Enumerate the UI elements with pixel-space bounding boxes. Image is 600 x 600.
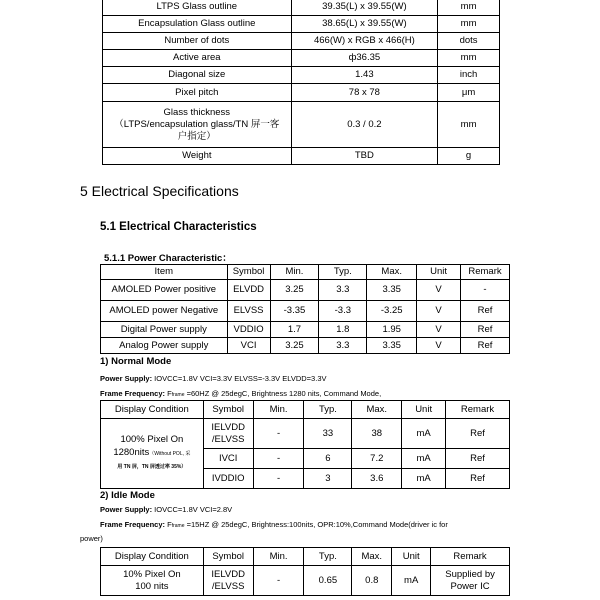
display-condition-cell	[101, 566, 204, 596]
idle-mode-table	[100, 547, 510, 596]
frame-frequency-f: F	[165, 520, 172, 529]
table-cell: 3.25	[270, 338, 319, 354]
symbol-line: /ELVSS	[211, 580, 245, 592]
column-header: Display Condition	[101, 548, 204, 566]
spec-unit: mm	[438, 16, 500, 33]
table-cell: VDDIO	[227, 322, 270, 338]
column-header: Symbol	[203, 401, 253, 419]
spec-value: 0.3 / 0.2	[291, 102, 438, 148]
subsection-heading: 5.1 Electrical Characteristics	[100, 221, 257, 233]
column-header: Item	[101, 265, 228, 280]
spec-unit: dots	[438, 33, 500, 50]
table-cell: 3.35	[367, 338, 417, 354]
idle-frame-frequency	[100, 520, 448, 529]
symbol-line: IELVDD	[211, 568, 245, 580]
column-header: Unit	[402, 401, 446, 419]
table-cell: Ref	[461, 301, 510, 322]
table-cell	[431, 566, 510, 596]
table-cell: 33	[304, 419, 352, 449]
remark-line: Supplied by	[445, 568, 495, 580]
column-header: Min.	[253, 401, 304, 419]
frame-frequency-label: Frame Frequency:	[100, 520, 166, 529]
table-cell: V	[417, 280, 461, 301]
glass-thickness-line3: 户指定）	[177, 130, 216, 142]
idle-mode-heading: 2) Idle Mode	[100, 490, 155, 501]
table-row	[103, 67, 500, 84]
spec-unit: mm	[438, 0, 500, 16]
table-cell: VCI	[227, 338, 270, 354]
table-header-row	[101, 548, 510, 566]
table-cell: mA	[402, 449, 446, 469]
table-cell: Ref	[446, 449, 510, 469]
spec-unit: inch	[438, 67, 500, 84]
table-cell: V	[417, 301, 461, 322]
symbol-line: /ELVSS	[211, 433, 245, 445]
table-row	[101, 566, 510, 596]
condition-line: 用 TN 屏，TN 屏透过率 35%）	[117, 464, 187, 470]
spec-value: 1.43	[291, 67, 438, 84]
table-cell: V	[417, 322, 461, 338]
column-header: Max.	[352, 401, 402, 419]
spec-value: ф36.35	[291, 50, 438, 67]
normal-power-supply	[100, 374, 327, 383]
table-row	[103, 148, 500, 165]
glass-thickness-line2: （LTPS/encapsulation glass/TN 屏一客	[114, 118, 280, 130]
table-cell: Ref	[461, 322, 510, 338]
table-cell: Analog Power supply	[101, 338, 228, 354]
frame-frequency-value: =15HZ @ 25degC, Brightness:100nits, OPR:10%,Command Mode(driver ic for	[184, 520, 448, 529]
table-cell: -3.25	[367, 301, 417, 322]
column-header: Typ.	[319, 265, 367, 280]
power-supply-label: Power Supply:	[100, 374, 153, 383]
table-header-row	[101, 265, 510, 280]
power-supply-value: IOVCC=1.8V VCI=3.3V ELVSS=-3.3V ELVDD=3.3V	[152, 374, 327, 383]
table-cell: IVCI	[203, 449, 253, 469]
table-row	[103, 0, 500, 16]
table-row	[101, 301, 510, 322]
table-row	[103, 102, 500, 148]
table-cell: -	[253, 419, 304, 449]
table-cell: -	[253, 566, 304, 596]
spec-unit: g	[438, 148, 500, 165]
column-header: Min.	[253, 548, 304, 566]
idle-frame-frequency-cont: power)	[80, 534, 103, 543]
column-header: Max.	[367, 265, 417, 280]
spec-unit: mm	[438, 50, 500, 67]
spec-unit: mm	[438, 102, 500, 148]
table-cell: 1.7	[270, 322, 319, 338]
table-cell: -3.35	[270, 301, 319, 322]
symbol-line: IELVDD	[211, 421, 245, 433]
spec-param	[103, 102, 292, 148]
table-row	[101, 280, 510, 301]
condition-note: （Without POL, 采	[149, 451, 191, 457]
spec-param: Weight	[103, 148, 292, 165]
table-cell: -	[253, 469, 304, 489]
table-cell: IVDDIO	[203, 469, 253, 489]
table-cell: Digital Power supply	[101, 322, 228, 338]
column-header: Display Condition	[101, 401, 204, 419]
normal-mode-heading: 1) Normal Mode	[100, 356, 172, 367]
condition-line: 100% Pixel On	[120, 434, 184, 445]
spec-value: 38.65(L) x 39.55(W)	[291, 16, 438, 33]
table-cell	[203, 419, 253, 449]
table-cell: 3.25	[270, 280, 319, 301]
condition-line	[101, 446, 203, 461]
condition-line: 100 nits	[135, 580, 169, 592]
table-row	[101, 338, 510, 354]
table-cell: ELVSS	[227, 301, 270, 322]
column-header: Unit	[417, 265, 461, 280]
table-cell: Ref	[446, 469, 510, 489]
table-cell: 3	[304, 469, 352, 489]
power-supply-value: IOVCC=1.8V VCI=2.8V	[152, 505, 233, 514]
table-cell: 3.35	[367, 280, 417, 301]
column-header: Typ.	[304, 401, 352, 419]
frame-subscript: frame	[171, 523, 185, 529]
remark-line: Power IC	[450, 580, 490, 592]
glass-thickness-line1: Glass thickness	[163, 106, 231, 118]
table-row	[103, 50, 500, 67]
spec-value: TBD	[291, 148, 438, 165]
column-header: Unit	[392, 548, 431, 566]
subsubsection-heading: 5.1.1 Power Characteristic：	[104, 253, 232, 264]
frame-frequency-label: Frame Frequency:	[100, 389, 166, 398]
spec-unit: μm	[438, 84, 500, 102]
table-cell: 3.3	[319, 280, 367, 301]
spec-value: 466(W) x RGB x 466(H)	[291, 33, 438, 50]
spec-value: 39.35(L) x 39.55(W)	[291, 0, 438, 16]
condition-line: 10% Pixel On	[123, 568, 181, 580]
column-header: Remark	[461, 265, 510, 280]
table-cell: 1.95	[367, 322, 417, 338]
spec-param: LTPS Glass outline	[103, 0, 292, 16]
frame-frequency-f: F	[165, 389, 172, 398]
table-cell: -	[253, 449, 304, 469]
table-cell: mA	[402, 469, 446, 489]
table-cell: 38	[352, 419, 402, 449]
spec-param: Diagonal size	[103, 67, 292, 84]
table-cell: mA	[402, 419, 446, 449]
spec-param: Pixel pitch	[103, 84, 292, 102]
table-cell: 0.8	[352, 566, 392, 596]
table-cell: Ref	[461, 338, 510, 354]
table-cell: 0.65	[304, 566, 352, 596]
table-cell: 7.2	[352, 449, 402, 469]
spec-param: Encapsulation Glass outline	[103, 16, 292, 33]
frame-frequency-value: =60HZ @ 25degC, Brightness 1280 nits, Command Mode,	[184, 389, 382, 398]
column-header: Remark	[446, 401, 510, 419]
table-cell: mA	[392, 566, 431, 596]
spec-param: Number of dots	[103, 33, 292, 50]
column-header: Max.	[352, 548, 392, 566]
table-cell: V	[417, 338, 461, 354]
table-cell: -	[461, 280, 510, 301]
frame-subscript: frame	[171, 392, 185, 398]
spec-param: Active area	[103, 50, 292, 67]
table-cell: ELVDD	[227, 280, 270, 301]
table-row	[103, 84, 500, 102]
table-cell: Ref	[446, 419, 510, 449]
table-cell: 6	[304, 449, 352, 469]
condition-nits: 1280nits	[113, 447, 150, 458]
table-cell: 3.3	[319, 338, 367, 354]
idle-power-supply	[100, 505, 232, 514]
normal-frame-frequency	[100, 389, 381, 398]
table-cell: 3.6	[352, 469, 402, 489]
power-supply-label: Power Supply:	[100, 505, 153, 514]
power-characteristic-table	[100, 264, 510, 354]
table-row	[103, 16, 500, 33]
table-cell: -3.3	[319, 301, 367, 322]
table-cell: AMOLED power Negative	[101, 301, 228, 322]
spec-value: 78 x 78	[291, 84, 438, 102]
table-header-row	[101, 401, 510, 419]
column-header: Min.	[270, 265, 319, 280]
table-row	[101, 419, 510, 449]
table-cell	[203, 566, 253, 596]
display-condition-cell	[101, 419, 204, 489]
column-header: Symbol	[227, 265, 270, 280]
table-row	[103, 33, 500, 50]
table-cell: 1.8	[319, 322, 367, 338]
table-cell: AMOLED Power positive	[101, 280, 228, 301]
column-header: Symbol	[203, 548, 253, 566]
display-spec-table	[102, 0, 500, 165]
normal-mode-table	[100, 400, 510, 489]
section-heading: 5 Electrical Specifications	[80, 183, 239, 199]
table-row	[101, 322, 510, 338]
column-header: Typ.	[304, 548, 352, 566]
column-header: Remark	[431, 548, 510, 566]
